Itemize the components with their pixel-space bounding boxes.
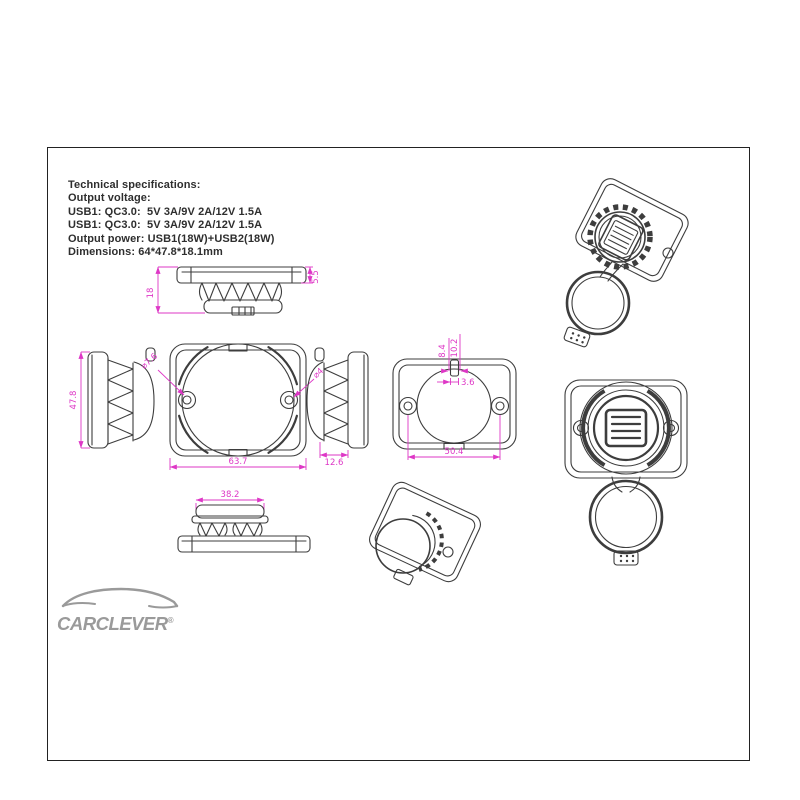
cover-ring (590, 481, 662, 553)
dimension-body-width (196, 490, 264, 512)
spec-line-output-voltage: Output voltage: (68, 192, 151, 205)
spec-line-usb2: USB1: QC3.0: 5V 3A/9V 2A/12V 1.5A (68, 219, 263, 232)
angled-panel (572, 175, 691, 285)
registered-mark: ® (167, 615, 174, 625)
drawing-side-view-bottom (178, 490, 310, 552)
dimension-hole-diameter (294, 366, 326, 397)
dimension-protrusion-depth (320, 442, 348, 468)
logo-wordmark: CARCLEVER (57, 613, 168, 634)
spec-line-usb1: USB1: QC3.0: 5V 3A/9V 2A/12V 1.5A (68, 205, 263, 218)
dimension-overall-depth (146, 267, 205, 313)
dimension-label-screw-spacing: 50.4 (444, 447, 464, 457)
dimension-panel-thickness (301, 267, 321, 284)
dimension-label-hole-diameter: ⌀4 (311, 366, 326, 381)
drawing-3d-view-open (563, 175, 691, 347)
carclever-logo (57, 586, 189, 635)
drawing-3d-view-closed (366, 479, 483, 585)
dimension-overall-height (69, 352, 90, 448)
drawing-front-view (139, 344, 326, 470)
usb-ports (606, 410, 646, 446)
dimension-label-boss-diameter: ⌀7.6 (139, 351, 160, 372)
cover-pull-tab (563, 326, 590, 347)
dimension-label-body-width: 38.2 (220, 490, 240, 500)
dimension-label-protrusion: 12.6 (324, 458, 344, 468)
dimension-overall-width (170, 457, 306, 470)
closed-cap (376, 519, 430, 573)
dimension-screw-spacing (408, 415, 500, 460)
logo-text (57, 613, 189, 635)
drawing-side-view-top (146, 267, 321, 315)
cover-strap (612, 477, 640, 492)
dimension-boss-diameter (139, 352, 184, 395)
drawing-side-view-right (307, 348, 368, 468)
dimension-slot-width (437, 378, 475, 388)
screw-hole (443, 547, 453, 557)
dimension-label-height: 47.8 (69, 390, 79, 410)
dimension-label-slot-left: 8.4 (438, 344, 448, 358)
dimension-label-depth: 18 (146, 287, 156, 299)
cover-ring (567, 272, 629, 334)
dimension-label-slot-width: 3.6 (461, 378, 475, 388)
dimension-label-thickness: 5.5 (311, 270, 321, 284)
drawing-front-view-open (565, 380, 687, 565)
car-silhouette-icon (57, 586, 181, 610)
angled-panel (366, 479, 483, 585)
dimension-label-width: 63.7 (228, 457, 248, 467)
spec-line-output-power: Output power: USB1(18W)+USB2(18W) (68, 232, 275, 245)
toothed-ring (419, 513, 442, 570)
spec-line-dimensions: Dimensions: 64*47.8*18.1mm (68, 246, 223, 259)
drawing-rear-view (393, 334, 516, 460)
dimension-label-slot-right: 10.2 (450, 338, 460, 358)
specs-title: Technical specifications: (68, 179, 201, 191)
